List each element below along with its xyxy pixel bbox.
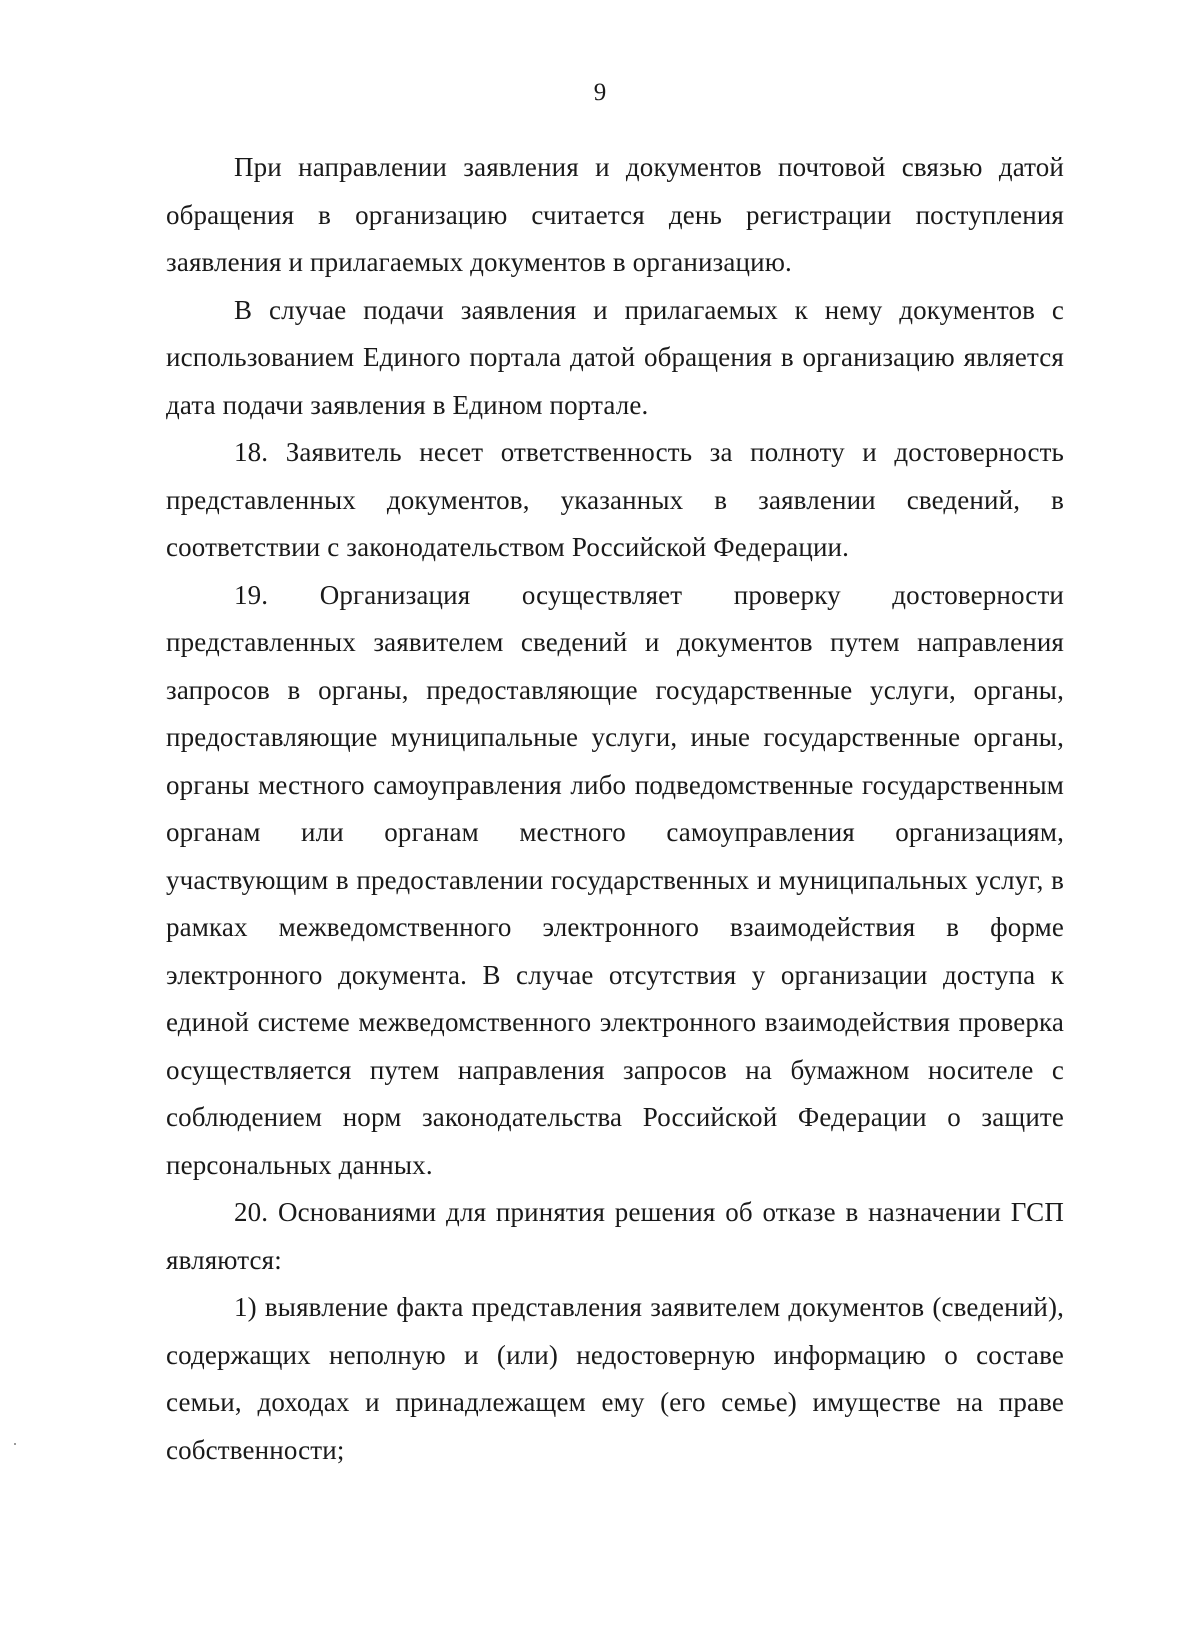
scan-speck [14,1443,16,1445]
paragraph-20-item-1: 1) выявление факта представления заявителем документов (сведений), содержащих неполную и (или) недостоверную информацию о составе семьи, доходах и принадлежащем ему (его семье) имуществе на праве собственности; [166,1292,1064,1465]
page-number: 9 [593,79,607,106]
document-body [166,144,1064,1474]
paragraph-20-refusal-grounds: 20. Основаниями для принятия решения об отказе в назначении ГСП являются: [166,1197,1064,1275]
paragraph-19-verification: 19. Организация осуществляет проверку достоверности представленных заявителем сведений и документов путем направления запросов в органы, предоставляющие государственные услуги, органы, предоставляющие муниципальные услуги, иные государственные органы, органы местного самоуправления либо подведомственные государственным органам или органам местного самоуправления организациям, участвующим в предоставлении государственных и муниципальных услуг, в рамках межведомственного электронного взаимодействия в форме электронного документа. В случае отсутствия у организации доступа к единой системе межведомственного электронного взаимодействия проверка осуществляется путем направления запросов на бумажном носителе с соблюдением норм законодательства Российской Федерации о защите персональных данных. [166,579,1064,1180]
paragraph-portal-submission: В случае подачи заявления и прилагаемых к нему документов с использованием Единого портала датой обращения в организацию является дата подачи заявления в Едином портале. [166,294,1064,420]
paragraph-postal-submission: При направлении заявления и документов почтовой связью датой обращения в организацию считается день регистрации поступления заявления и прилагаемых документов в организацию. [166,152,1064,277]
paragraph-18-responsibility: 18. Заявитель несет ответственность за полноту и достоверность представленных документов, указанных в заявлении сведений, в соответствии с законодательством Российской Федерации. [166,437,1064,562]
